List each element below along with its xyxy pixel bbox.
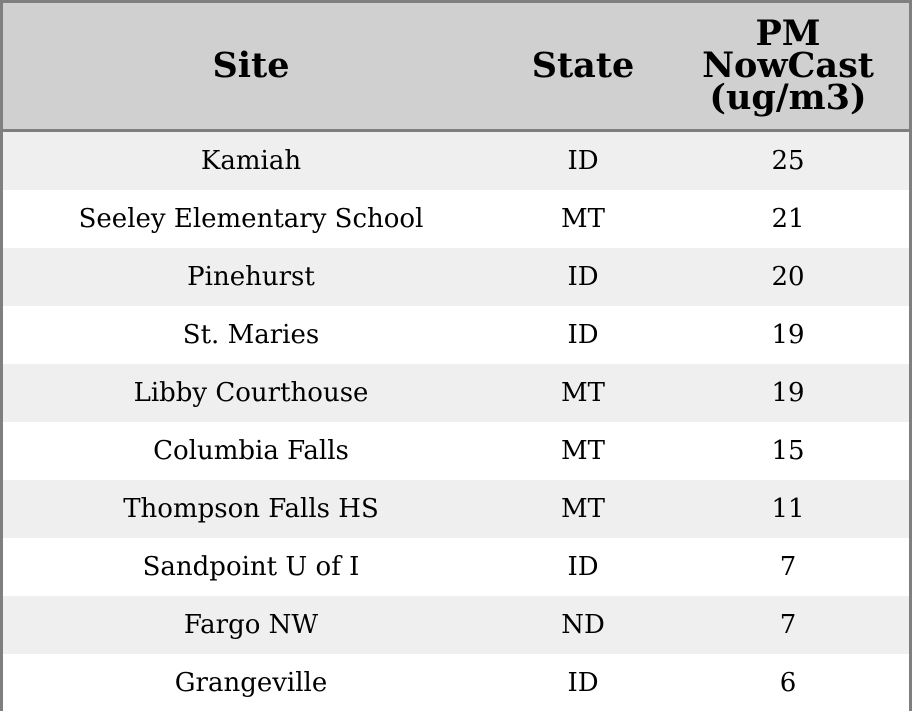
- pm-value-cell: 11: [771, 494, 805, 524]
- pm-value-cell: 19: [771, 320, 805, 350]
- site-cell: Sandpoint U of I: [142, 552, 360, 582]
- column-header-site: [3, 3, 499, 129]
- column-header-pm-nowcast-line-1: PM: [755, 13, 821, 54]
- site-cell: Thompson Falls HS: [123, 494, 379, 524]
- table-row: [3, 538, 909, 596]
- column-header-site-line: Site: [212, 45, 290, 86]
- state-cell: MT: [561, 204, 605, 234]
- state-cell: ND: [561, 610, 605, 640]
- table-row: [3, 132, 909, 190]
- pm-value-cell: 6: [779, 668, 797, 698]
- state-cell: ID: [567, 552, 599, 582]
- site-cell: Fargo NW: [183, 610, 319, 640]
- pm-value-cell: 19: [771, 378, 805, 408]
- site-cell: St. Maries: [182, 320, 320, 350]
- table-row: [3, 422, 909, 480]
- pm-value-cell: 15: [771, 436, 805, 466]
- site-cell: Pinehurst: [187, 262, 315, 292]
- site-cell: Columbia Falls: [153, 436, 349, 466]
- state-cell: ID: [567, 668, 599, 698]
- site-cell: Libby Courthouse: [133, 378, 369, 408]
- site-cell: Kamiah: [200, 146, 302, 176]
- state-cell: MT: [561, 494, 605, 524]
- column-header-pm-nowcast-line-3: (ug/m3): [709, 77, 867, 118]
- pm-value-cell: 20: [771, 262, 805, 292]
- table-row: [3, 190, 909, 248]
- table-row: [3, 248, 909, 306]
- table-row: [3, 364, 909, 422]
- table-row: [3, 306, 909, 364]
- column-header-pm-nowcast-line-2: NowCast: [702, 45, 874, 86]
- site-cell: Grangeville: [174, 668, 328, 698]
- column-header-state-line: State: [531, 45, 635, 86]
- state-cell: ID: [567, 146, 599, 176]
- pm-value-cell: 21: [771, 204, 805, 234]
- table-row: [3, 480, 909, 538]
- site-cell: Seeley Elementary School: [78, 204, 424, 234]
- pm-value-cell: 7: [779, 552, 797, 582]
- pm-value-cell: 25: [771, 146, 805, 176]
- table-body: [3, 132, 909, 712]
- column-header-pm-nowcast: [667, 3, 909, 129]
- column-header-state: [499, 3, 667, 129]
- column-header-pm-nowcast-lines: [702, 13, 874, 118]
- state-cell: MT: [561, 378, 605, 408]
- state-cell: ID: [567, 320, 599, 350]
- pm-value-cell: 7: [779, 610, 797, 640]
- state-cell: ID: [567, 262, 599, 292]
- table-row: [3, 596, 909, 654]
- table-row: [3, 654, 909, 712]
- table-header-row: [3, 3, 909, 132]
- state-cell: MT: [561, 436, 605, 466]
